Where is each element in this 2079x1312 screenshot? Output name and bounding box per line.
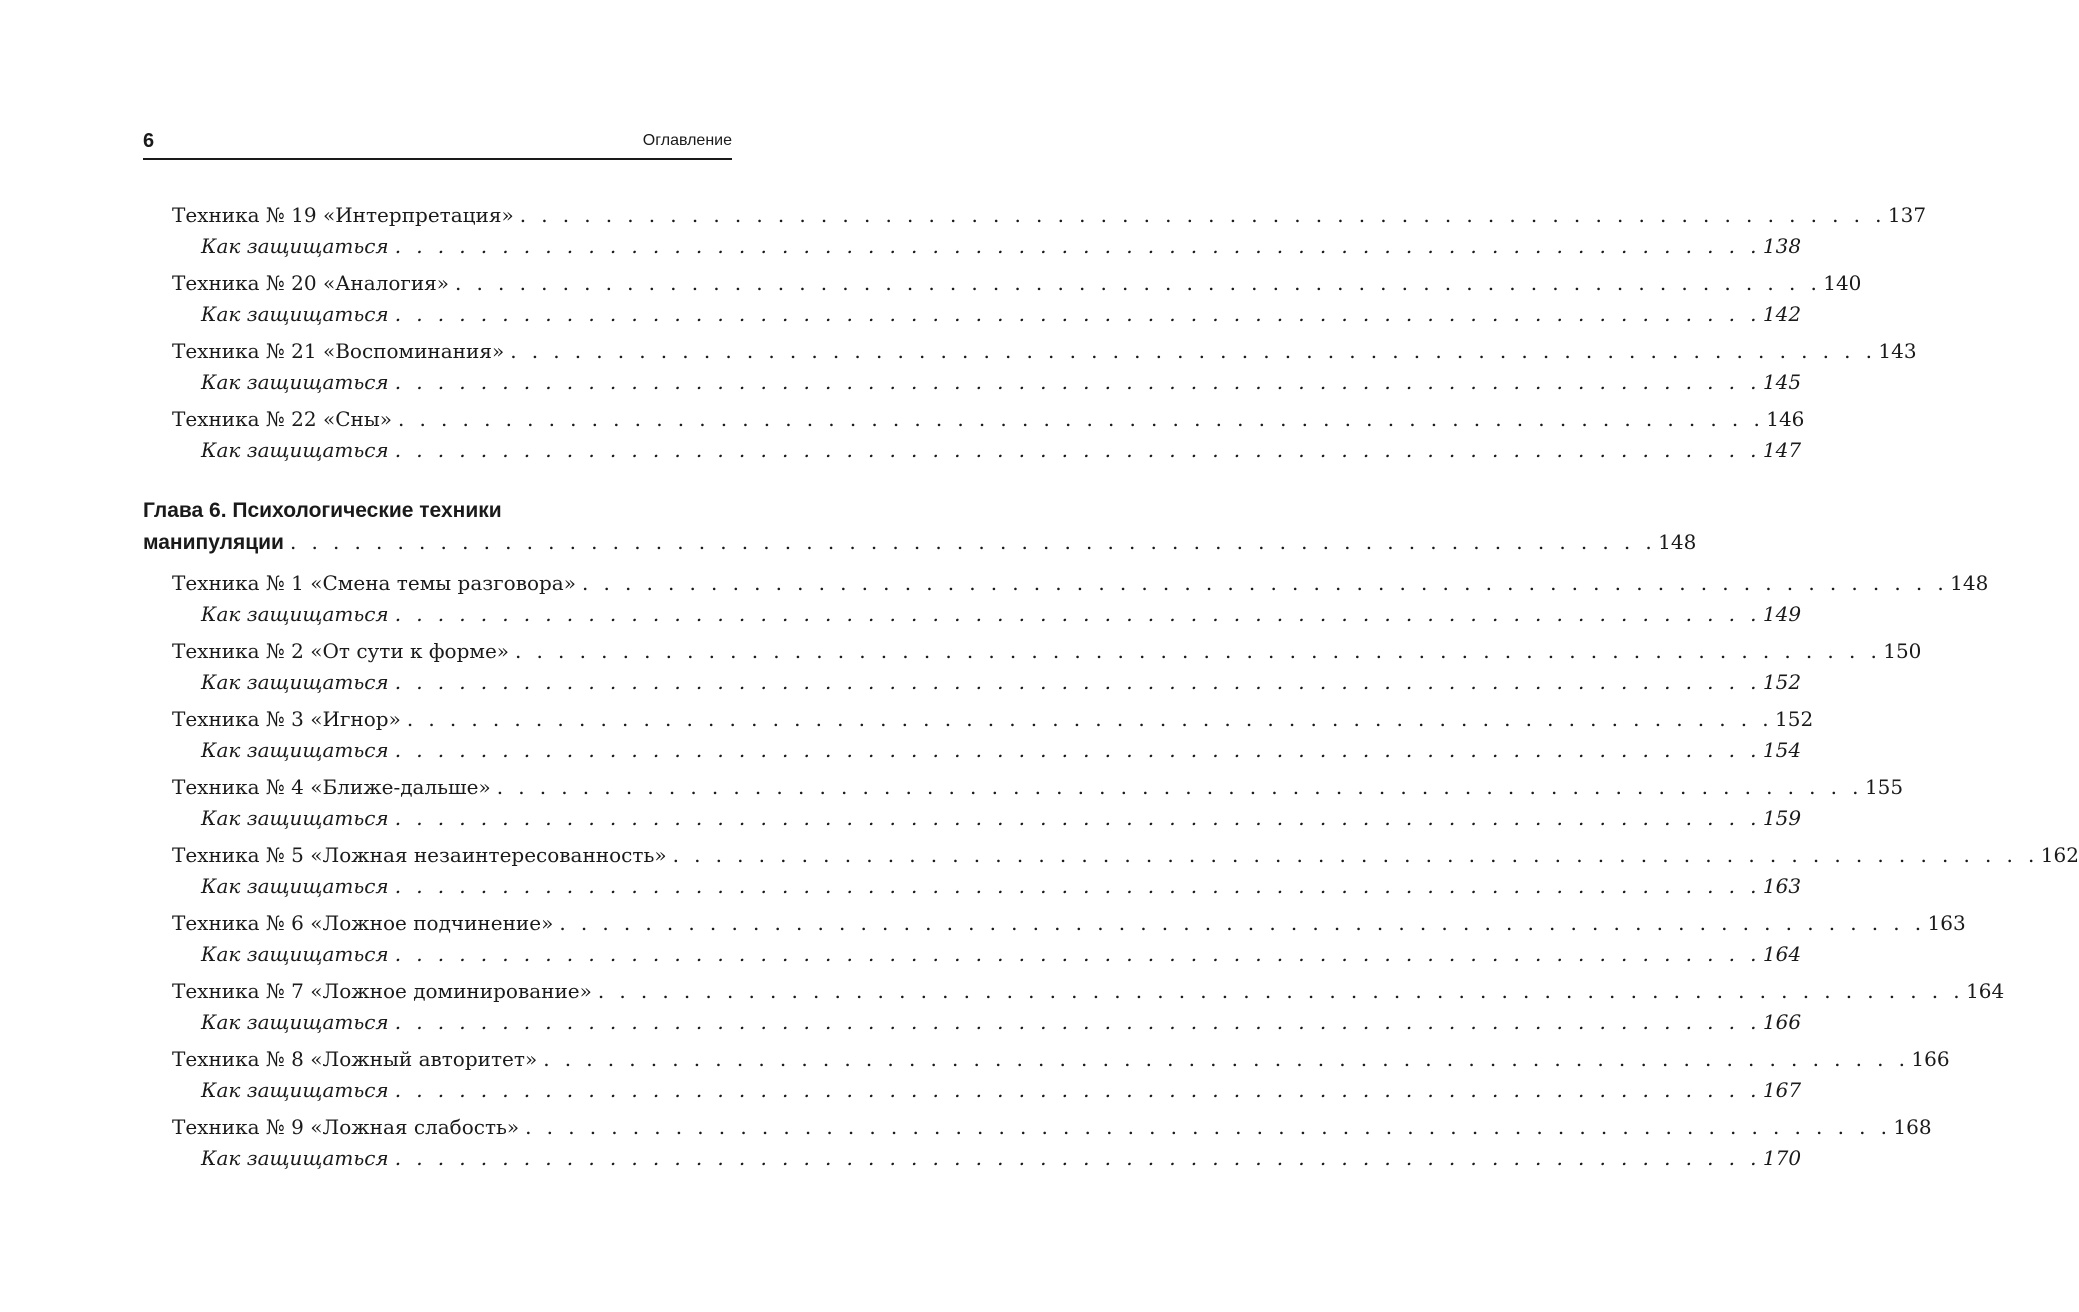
header-rule	[143, 158, 732, 160]
toc-entry-title: Как защищаться	[201, 803, 395, 834]
toc-entry-page: 152	[1775, 707, 1814, 731]
dot-leader: . . . . . . . . . . . . . . . . . . . . . . . . . . . . . . . . . . . . . . . . . . . . . . . . . . . . . . . . . . . . . . . .	[510, 339, 1877, 363]
toc-subentry-defend[interactable]	[201, 1143, 1802, 1174]
toc-entry-title: Техника № 2 «От сути к форме»	[172, 636, 515, 667]
dot-leader: . . . . . . . . . . . . . . . . . . . . . . . . . . . . . . . . . . . . . . . . . . . . . . . . . . . . . . . . . . . . . . . .	[597, 979, 1965, 1003]
toc-entry-title: Как защищаться	[201, 1075, 395, 1106]
dot-leader: . . . . . . . . . . . . . . . . . . . . . . . . . . . . . . . . . . . . . . . . . . . . . . . . . . . . . . . . . . . . . . . .	[394, 738, 1761, 762]
dot-leader: . . . . . . . . . . . . . . . . . . . . . . . . . . . . . . . . . . . . . . . . . . . . . . . . . . . . . . . . . . . . . . . .	[394, 1146, 1761, 1170]
toc-entry-title: Как защищаться	[201, 435, 395, 466]
toc-entry-title: Техника № 21 «Воспоминания»	[172, 336, 510, 367]
dot-leader: . . . . . . . . . . . . . . . . . . . . . . . . . . . . . . . . . . . . . . . . . . . . . . . . . . . . . . . . . . . . . . . .	[394, 670, 1761, 694]
toc-subentry-defend[interactable]	[201, 599, 1802, 630]
toc-entry-page: 145	[1762, 370, 1802, 394]
toc-entry-page: 140	[1823, 271, 1862, 295]
toc-entry-page: 159	[1762, 806, 1802, 830]
dot-leader: . . . . . . . . . . . . . . . . . . . . . . . . . . . . . . . . . . . . . . . . . . . . . . . . . . . . . . . . . . . . . . . .	[543, 1047, 1910, 1071]
toc-entry-page: 143	[1878, 339, 1917, 363]
toc-entry-page: 164	[1762, 942, 1802, 966]
toc-subentry-defend[interactable]	[201, 231, 1802, 262]
toc-entry-page: 166	[1911, 1047, 1950, 1071]
toc-subentry-defend[interactable]	[201, 1007, 1802, 1038]
toc-entry-title: Техника № 5 «Ложная незаинтересованность»	[172, 840, 673, 871]
dot-leader: . . . . . . . . . . . . . . . . . . . . . . . . . . . . . . . . . . . . . . . . . . . . . . . . . . . . . . . . . . . . . . . .	[398, 407, 1765, 431]
toc-entry-title: Техника № 20 «Аналогия»	[172, 268, 455, 299]
dot-leader: . . . . . . . . . . . . . . . . . . . . . . . . . . . . . . . . . . . . . . . . . . . . . . . . . . . . . . . . . . . . . . . .	[525, 1115, 1892, 1139]
toc-entry-page: 170	[1762, 1146, 1802, 1170]
toc-entry-page: 168	[1893, 1115, 1932, 1139]
toc-subentry-defend[interactable]	[201, 803, 1802, 834]
toc-entry-page: 154	[1762, 738, 1802, 762]
dot-leader: . . . . . . . . . . . . . . . . . . . . . . . . . . . . . . . . . . . . . . . . . . . . . . . . . . . . . . . . . . . . . . . .	[496, 775, 1863, 799]
dot-leader: . . . . . . . . . . . . . . . . . . . . . . . . . . . . . . . . . . . . . . . . . . . . . . . . . . . . . . . . . . . . . . . .	[394, 234, 1761, 258]
toc-entry-title: Как защищаться	[201, 1007, 395, 1038]
toc-entry-page: 148	[1950, 571, 1989, 595]
toc-subentry-defend[interactable]	[201, 1075, 1802, 1106]
toc-entry-title: Как защищаться	[201, 367, 395, 398]
toc-subentry-defend[interactable]	[201, 299, 1802, 330]
toc-entry-page: 164	[1966, 979, 2005, 1003]
toc-entry-page: 155	[1864, 775, 1904, 799]
toc-entry-technique-4[interactable]	[172, 772, 1904, 803]
toc-entry-technique-9[interactable]	[172, 1112, 1932, 1143]
toc-entry-title: Техника № 9 «Ложная слабость»	[172, 1112, 525, 1143]
dot-leader: . . . . . . . . . . . . . . . . . . . . . . . . . . . . . . . . . . . . . . . . . . . . . . . . . . . . . . . . . . . . . . . .	[672, 843, 2039, 867]
dot-leader: . . . . . . . . . . . . . . . . . . . . . . . . . . . . . . . . . . . . . . . . . . . . . . . . . . . . . . . . . . . . . . . .	[515, 639, 1882, 663]
dot-leader: . . . . . . . . . . . . . . . . . . . . . . . . . . . . . . . . . . . . . . . . . . . . . . . . . . . . . . . . . . . . . . . .	[581, 571, 1949, 595]
toc-entry-title: Техника № 7 «Ложное доминирование»	[172, 976, 598, 1007]
dot-leader: . . . . . . . . . . . . . . . . . . . . . . . . . . . . . . . . . . . . . . . . . . . . . . . . . . . . . . . . . . . . . . . .	[394, 302, 1761, 326]
chapter-title-line1: Глава 6. Психологические техники	[143, 499, 502, 522]
toc-subentry-defend[interactable]	[201, 939, 1802, 970]
dot-leader: . . . . . . . . . . . . . . . . . . . . . . . . . . . . . . . . . . . . . . . . . . . . . . . . . . . . . . . . . . . . . . . .	[394, 602, 1761, 626]
dot-leader: . . . . . . . . . . . . . . . . . . . . . . . . . . . . . . . . . . . . . . . . . . . . . . . . . . . . . . . . . . . . . . . .	[394, 942, 1761, 966]
toc-entry-page: 147	[1762, 438, 1802, 462]
toc-entry-technique-20[interactable]	[172, 268, 1862, 299]
toc-entry-title: Техника № 4 «Ближе-дальше»	[172, 772, 497, 803]
dot-leader: . . . . . . . . . . . . . . . . . . . . . . . . . . . . . . . . . . . . . . . . . . . . . . . . . . . . . . . . . . . . . . . .	[394, 874, 1761, 898]
toc-entry-technique-8[interactable]	[172, 1044, 1950, 1075]
dot-leader: . . . . . . . . . . . . . . . . . . . . . . . . . . . . . . . . . . . . . . . . . . . . . . . . . . . . . . . . . . . . . . . .	[394, 438, 1761, 462]
toc-entry-title: Техника № 3 «Игнор»	[172, 704, 407, 735]
dot-leader: . . . . . . . . . . . . . . . . . . . . . . . . . . . . . . . . . . . . . . . . . . . . . . . . . . . . . . . . . . . . . . . .	[559, 911, 1926, 935]
toc-entry-page: 146	[1766, 407, 1805, 431]
toc-entry-title: Как защищаться	[201, 299, 395, 330]
table-of-contents	[143, 200, 2079, 1174]
toc-entry-title: Техника № 8 «Ложный авторитет»	[172, 1044, 543, 1075]
toc-entry-page: 163	[1762, 874, 1802, 898]
toc-entry-page: 166	[1762, 1010, 1802, 1034]
toc-entry-title: Техника № 1 «Смена темы разговора»	[172, 568, 582, 599]
toc-entry-technique-21[interactable]	[172, 336, 1917, 367]
toc-entry-technique-2[interactable]	[172, 636, 1922, 667]
running-head	[143, 127, 732, 157]
section-title: Оглавление	[642, 132, 732, 149]
page-number: 6	[143, 130, 155, 152]
toc-entry-page: 152	[1762, 670, 1802, 694]
toc-entry-title: Как защищаться	[201, 231, 395, 262]
chapter-page: 148	[1658, 530, 1697, 554]
toc-entry-title: Как защищаться	[201, 939, 395, 970]
toc-entry-technique-19[interactable]	[172, 200, 1927, 231]
dot-leader: . . . . . . . . . . . . . . . . . . . . . . . . . . . . . . . . . . . . . . . . . . . . . . . . . . . . . . . . . . . . . . . .	[394, 1078, 1761, 1102]
toc-entry-title: Как защищаться	[201, 871, 395, 902]
chapter-title-line2-entry	[143, 527, 1697, 558]
toc-entry-title: Техника № 6 «Ложное подчинение»	[172, 908, 559, 939]
toc-entry-page: 167	[1762, 1078, 1802, 1102]
toc-entry-technique-3[interactable]	[172, 704, 1814, 735]
toc-subentry-defend[interactable]	[201, 871, 1802, 902]
toc-entry-title: Как защищаться	[201, 599, 395, 630]
chapter-title-line2: манипуляции	[143, 527, 290, 558]
toc-entry-page: 150	[1883, 639, 1922, 663]
dot-leader: . . . . . . . . . . . . . . . . . . . . . . . . . . . . . . . . . . . . . . . . . . . . . . . . . . . . . . . . . . . . . . . .	[455, 271, 1822, 295]
toc-entry-title: Как защищаться	[201, 667, 395, 698]
toc-entry-page: 163	[1927, 911, 1966, 935]
toc-entry-title: Как защищаться	[201, 735, 395, 766]
toc-entry-page: 138	[1762, 234, 1802, 258]
toc-entry-title: Как защищаться	[201, 1143, 395, 1174]
toc-entry-title: Техника № 19 «Интерпретация»	[172, 200, 520, 231]
toc-entry-technique-1[interactable]	[172, 568, 1989, 599]
toc-entry-page: 149	[1762, 602, 1802, 626]
toc-subentry-defend[interactable]	[201, 367, 1802, 398]
toc-entry-title: Техника № 22 «Сны»	[172, 404, 398, 435]
toc-subentry-defend[interactable]	[201, 735, 1802, 766]
toc-entry-technique-22[interactable]	[172, 404, 1805, 435]
toc-entry-technique-7[interactable]	[172, 976, 2005, 1007]
dot-leader: . . . . . . . . . . . . . . . . . . . . . . . . . . . . . . . . . . . . . . . . . . . . . . . . . . . . . . . . . . . . . . . .	[406, 707, 1774, 731]
dot-leader: . . . . . . . . . . . . . . . . . . . . . . . . . . . . . . . . . . . . . . . . . . . . . . . . . . . . . . . . . . . . . . . .	[519, 203, 1886, 227]
toc-subentry-defend[interactable]	[201, 435, 1802, 466]
toc-entry-page: 142	[1762, 302, 1802, 326]
dot-leader: . . . . . . . . . . . . . . . . . . . . . . . . . . . . . . . . . . . . . . . . . . . . . . . . . . . . . . . . . . . . . . . .	[394, 806, 1761, 830]
chapter-heading[interactable]	[143, 494, 1697, 558]
dot-leader: . . . . . . . . . . . . . . . . . . . . . . . . . . . . . . . . . . . . . . . . . . . . . . . . . . . . . . . . . . . . . . . .	[289, 530, 1657, 554]
toc-entry-technique-5[interactable]	[172, 840, 2079, 871]
dot-leader: . . . . . . . . . . . . . . . . . . . . . . . . . . . . . . . . . . . . . . . . . . . . . . . . . . . . . . . . . . . . . . . .	[394, 370, 1761, 394]
toc-subentry-defend[interactable]	[201, 667, 1802, 698]
toc-entry-page: 162	[2040, 843, 2079, 867]
toc-entry-page: 137	[1887, 203, 1927, 227]
toc-entry-technique-6[interactable]	[172, 908, 1966, 939]
dot-leader: . . . . . . . . . . . . . . . . . . . . . . . . . . . . . . . . . . . . . . . . . . . . . . . . . . . . . . . . . . . . . . . .	[394, 1010, 1761, 1034]
